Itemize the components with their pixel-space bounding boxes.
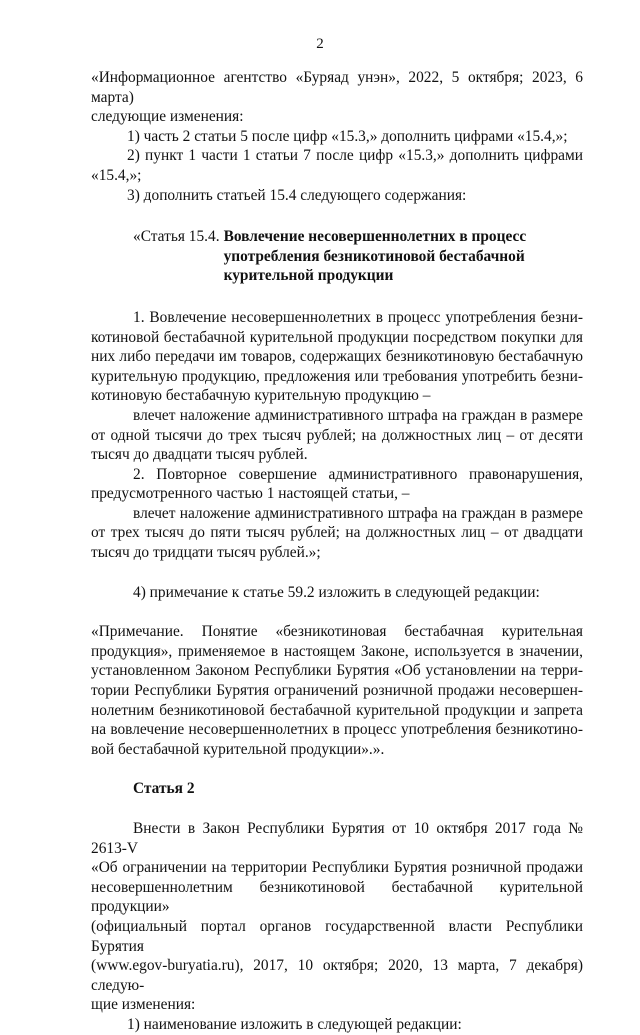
penalty-line: влечет наложение административного штрафа на граждан в размере	[133, 504, 583, 522]
intro-line-1: «Информационное агентство «Буряад унэн», 2022, 5 октября; 2023, 6 марта)	[91, 69, 583, 106]
note-line: на вовлечение несовершеннолетних в процесс употребления безникотино-	[91, 721, 583, 739]
article-2-item-1: 1) наименование изложить в следующей редакции:	[127, 1015, 462, 1033]
article-15-4-heading	[133, 227, 583, 286]
article-15-4-part-2	[91, 465, 583, 563]
paragraph-line: котиновой бестабачной курительной продукции посредством покупки для	[91, 328, 583, 346]
paragraph-line: (официальный портал органов государственной власти Республики Бурятия	[91, 917, 583, 955]
article-15-4-title	[224, 227, 527, 286]
note-line: установленном Законом Республики Бурятия «Об установлении на терри-	[91, 662, 583, 680]
document-body	[91, 68, 583, 1035]
amendment-item-4: 4) примечание к статье 59.2 изложить в следующей редакции:	[133, 583, 540, 601]
paragraph-line: несовершеннолетним безникотиновой бестабачной курительной продукции»	[91, 878, 583, 916]
paragraph-line: «Об ограничении на территории Республики Бурятия розничной продажи	[91, 859, 583, 877]
paragraph-line: 1. Вовлечение несовершеннолетних в процесс употребления безни-	[133, 308, 583, 326]
article-2-paragraph	[91, 819, 583, 1015]
paragraph-line: Внести в Закон Республики Бурятия от 10 октября 2017 года № 2613-V	[91, 820, 583, 857]
paragraph-line: курительную продукцию, предложения или требования употребить безни-	[91, 367, 583, 385]
note-line: «Примечание. Понятие «безникотиновая бестабачная курительная	[91, 623, 583, 641]
paragraph-line: котиновую бестабачную курительную продукцию –	[91, 387, 431, 405]
article-2-heading: Статья 2	[133, 780, 195, 798]
article-15-4-part-1	[91, 308, 583, 465]
paragraph-line: предусмотренного частью 1 настоящей статьи, –	[91, 485, 410, 503]
paragraph-line: (www.egov-buryatia.ru), 2017, 10 октября; 2020, 13 марта, 7 декабря) следую-	[91, 957, 583, 994]
penalty-line: тысяч до двадцати тысяч рублей.	[91, 446, 308, 464]
note-line: вой бестабачной курительной продукции».».	[91, 740, 385, 758]
amendment-item-3: 3) дополнить статьей 15.4 следующего содержания:	[127, 186, 467, 204]
article-title-line: курительной продукции	[223, 267, 394, 285]
note-line: тории Республики Бурятия ограничений розничной продажи несовершен-	[91, 682, 583, 700]
note-line: продукция», применяемое в настоящем Законе, используется в значении,	[91, 642, 583, 660]
penalty-line: тысяч до тридцати тысяч рублей.»;	[91, 544, 321, 562]
amendment-item-2-line-1: 2) пункт 1 части 1 статьи 7 после цифр «15.3,» дополнить цифрами	[127, 147, 583, 165]
note-paragraph	[91, 622, 583, 759]
amendment-item-2-line-2: «15.4,»;	[91, 166, 142, 184]
article-title-line: Вовлечение несовершеннолетних в процесс	[223, 228, 527, 246]
intro-line-2: следующие изменения:	[91, 108, 244, 126]
penalty-line: влечет наложение административного штрафа на граждан в размере	[133, 406, 583, 424]
paragraph-line: 2. Повторное совершение административного правонарушения,	[133, 465, 583, 483]
penalty-line: от трех тысяч до пяти тысяч рублей; на должностных лиц – от двадцати	[91, 524, 583, 542]
paragraph-line: щие изменения:	[91, 996, 196, 1014]
article-title-line: употребления безникотиновой бестабачной	[223, 247, 525, 265]
paragraph-line: них либо передачи им товаров, содержащих безникотиновую бестабачную	[91, 348, 583, 366]
penalty-line: от одной тысячи до трех тысяч рублей; на должностных лиц – от десяти	[91, 426, 583, 444]
article-15-4-number: «Статья 15.4.	[133, 228, 220, 246]
note-line: нолетним безникотиновой бестабачной курительной продукции и запрета	[91, 701, 583, 719]
page-number: 2	[316, 36, 324, 52]
amendment-item-1: 1) часть 2 статьи 5 после цифр «15.3,» дополнить цифрами «15.4,»;	[127, 127, 568, 145]
